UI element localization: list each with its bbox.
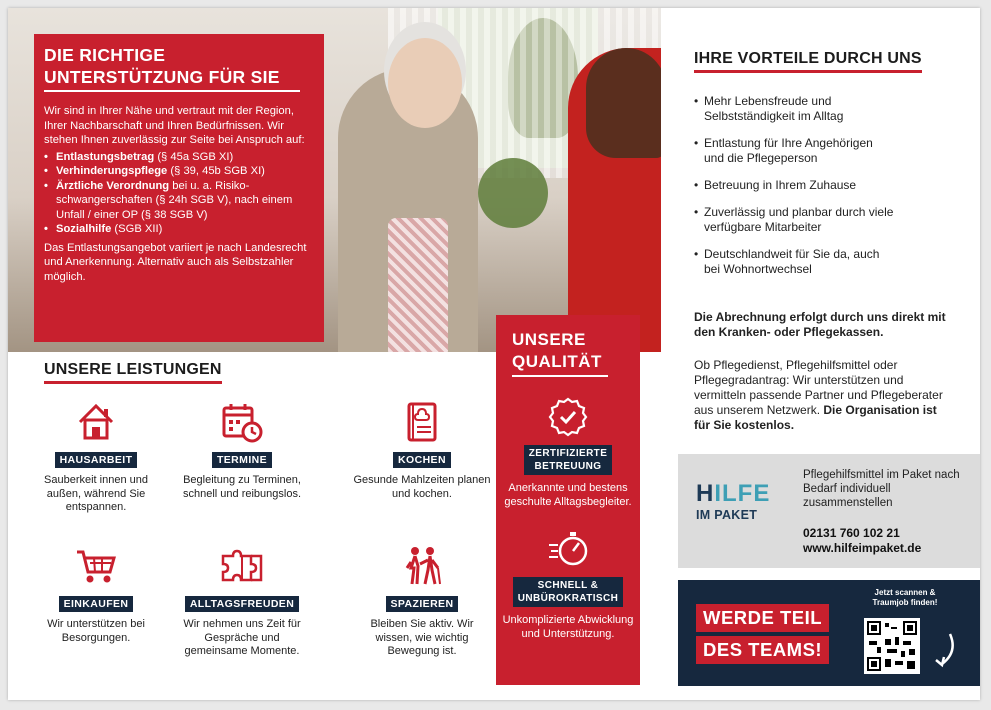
- certified-badge-icon: [548, 397, 588, 437]
- service-label: SPAZIEREN: [386, 596, 459, 612]
- service-description: Begleitung zu Terminen, schnell und reibungslos.: [182, 474, 302, 500]
- house-icon: [74, 400, 118, 444]
- recruiting-headline-1: WERDE TEIL: [696, 604, 829, 632]
- service-termine: [172, 400, 312, 501]
- calendar-clock-icon: [220, 400, 264, 444]
- curved-arrow-icon: [928, 632, 958, 672]
- qr-code[interactable]: [864, 618, 920, 674]
- service-label: EINKAUFEN: [59, 596, 134, 612]
- service-label: HAUSARBEIT: [55, 452, 138, 468]
- service-spazieren: [352, 544, 492, 659]
- billing-note: Die Abrechnung erfolgt durch uns direkt mit den Kranken- oder Pflegekassen.: [694, 310, 946, 339]
- service-alltagsfreuden: [172, 544, 312, 659]
- intro-title: [44, 44, 314, 88]
- shopping-cart-icon: [74, 544, 118, 588]
- benefits-title: IHRE VORTEILE DURCH UNS: [694, 50, 922, 73]
- service-description: Sauberkeit innen und außen, während Sie entspannen.: [44, 474, 148, 513]
- service-description: Gesunde Mahlzeiten planen und kochen.: [353, 474, 491, 500]
- service-description: Wir nehmen uns Zeit für Gespräche und gemeinsame Momente.: [183, 618, 301, 657]
- quality-box: [496, 315, 640, 685]
- service-hausarbeit: [26, 400, 166, 515]
- service-label: KOCHEN: [393, 452, 451, 468]
- quality-label: SCHNELL & UNBÜROKRATISCH: [513, 577, 623, 607]
- intro-bullet: • Entlastungsbetrag (§ 45a SGB XI): [44, 150, 314, 165]
- quality-title: UNSERE QUALITÄT: [496, 315, 640, 377]
- hilfe-im-paket-logo: HILFE IM PAKET: [696, 480, 771, 522]
- partner-phone[interactable]: 02131 760 102 21: [803, 526, 900, 540]
- partner-note: Ob Pflegedienst, Pflegehilfsmittel oder Pflegegradantrag: Wir unterstützen und vermitteln passende Partner und Pflegeberater aus unserem Netzwerk. Die Organisation ist für Sie kostenlos.: [694, 358, 943, 432]
- walking-people-icon: [400, 544, 444, 588]
- partner-box: [678, 454, 980, 568]
- intro-box: [34, 34, 324, 342]
- intro-bullet: • Sozialhilfe (SGB XII): [44, 222, 314, 237]
- service-description: Bleiben Sie aktiv. Wir wissen, wie wichtig Bewegung ist.: [370, 618, 474, 657]
- intro-title-line1: DIE RICHTIGE: [44, 45, 166, 65]
- benefit-item: • Mehr Lebensfreude und Selbstständigkeit im Alltag: [694, 94, 864, 124]
- fast-stopwatch-icon: [548, 529, 588, 569]
- benefits-list: [694, 94, 964, 289]
- benefit-item: • Deutschlandweit für Sie da, auch bei Wohnortwechsel: [694, 247, 894, 277]
- qr-code-icon: [867, 621, 917, 671]
- service-label: ALLTAGSFREUDEN: [185, 596, 299, 612]
- service-description: Wir unterstützen bei Besorgungen.: [47, 618, 145, 644]
- service-einkaufen: [26, 544, 166, 645]
- quality-label: ZERTIFIZIERTE BETREUUNG: [524, 445, 613, 475]
- recruiting-box: [678, 580, 980, 686]
- partner-description: Pflegehilfsmittel im Paket nach Bedarf individuell zusammenstellen: [803, 469, 960, 509]
- intro-bullet: • Ärztliche Verordnung bei u. a. Risikoschwangerschaften (§ 24h SGB V), nach einem Unfall / einer OP (§ 38 SGB V): [44, 179, 314, 223]
- flyer-page: [8, 8, 980, 700]
- quality-item-fast: [496, 529, 640, 641]
- service-label: TERMINE: [212, 452, 272, 468]
- intro-title-line2: UNTERSTÜTZUNG FÜR SIE: [44, 67, 280, 87]
- intro-paragraph: Wir sind in Ihrer Nähe und vertraut mit der Region, Ihrer Nachbarschaft und Ihren Bedürfnissen. Wir stehen Ihnen zuverlässig zur Seite bei Anspruch auf:: [44, 105, 305, 146]
- benefit-item: • Entlastung für Ihre Angehörigen und die Pflegeperson: [694, 136, 874, 166]
- puzzle-icon: [220, 544, 264, 588]
- service-kochen: [352, 400, 492, 501]
- benefit-item: • Zuverlässig und planbar durch viele verfügbare Mitarbeiter: [694, 205, 904, 235]
- quality-item-certified: [496, 397, 640, 509]
- partner-contact: [803, 526, 921, 556]
- benefit-item: • Betreuung in Ihrem Zuhause: [694, 178, 964, 193]
- quality-description: Anerkannte und bestens geschulte Alltagsbegleiter.: [504, 482, 632, 508]
- intro-bullets: [44, 150, 314, 237]
- scan-hint: Jetzt scannen & Traumjob finden!: [872, 588, 938, 607]
- quality-description: Unkomplizierte Abwicklung und Unterstützung.: [502, 614, 634, 640]
- services-title: UNSERE LEISTUNGEN: [44, 361, 222, 384]
- recruiting-headline-2: DES TEAMS!: [696, 636, 829, 664]
- intro-title-underline: [44, 90, 300, 92]
- recipe-book-icon: [400, 400, 444, 444]
- intro-footer: Das Entlastungsangebot variiert je nach Landesrecht und Anerkennung. Alternativ auch als Selbstzahler möglich.: [44, 241, 307, 283]
- intro-bullet: • Verhinderungspflege (§ 39, 45b SGB XI): [44, 164, 314, 179]
- partner-website-link[interactable]: www.hilfeimpaket.de: [803, 541, 922, 555]
